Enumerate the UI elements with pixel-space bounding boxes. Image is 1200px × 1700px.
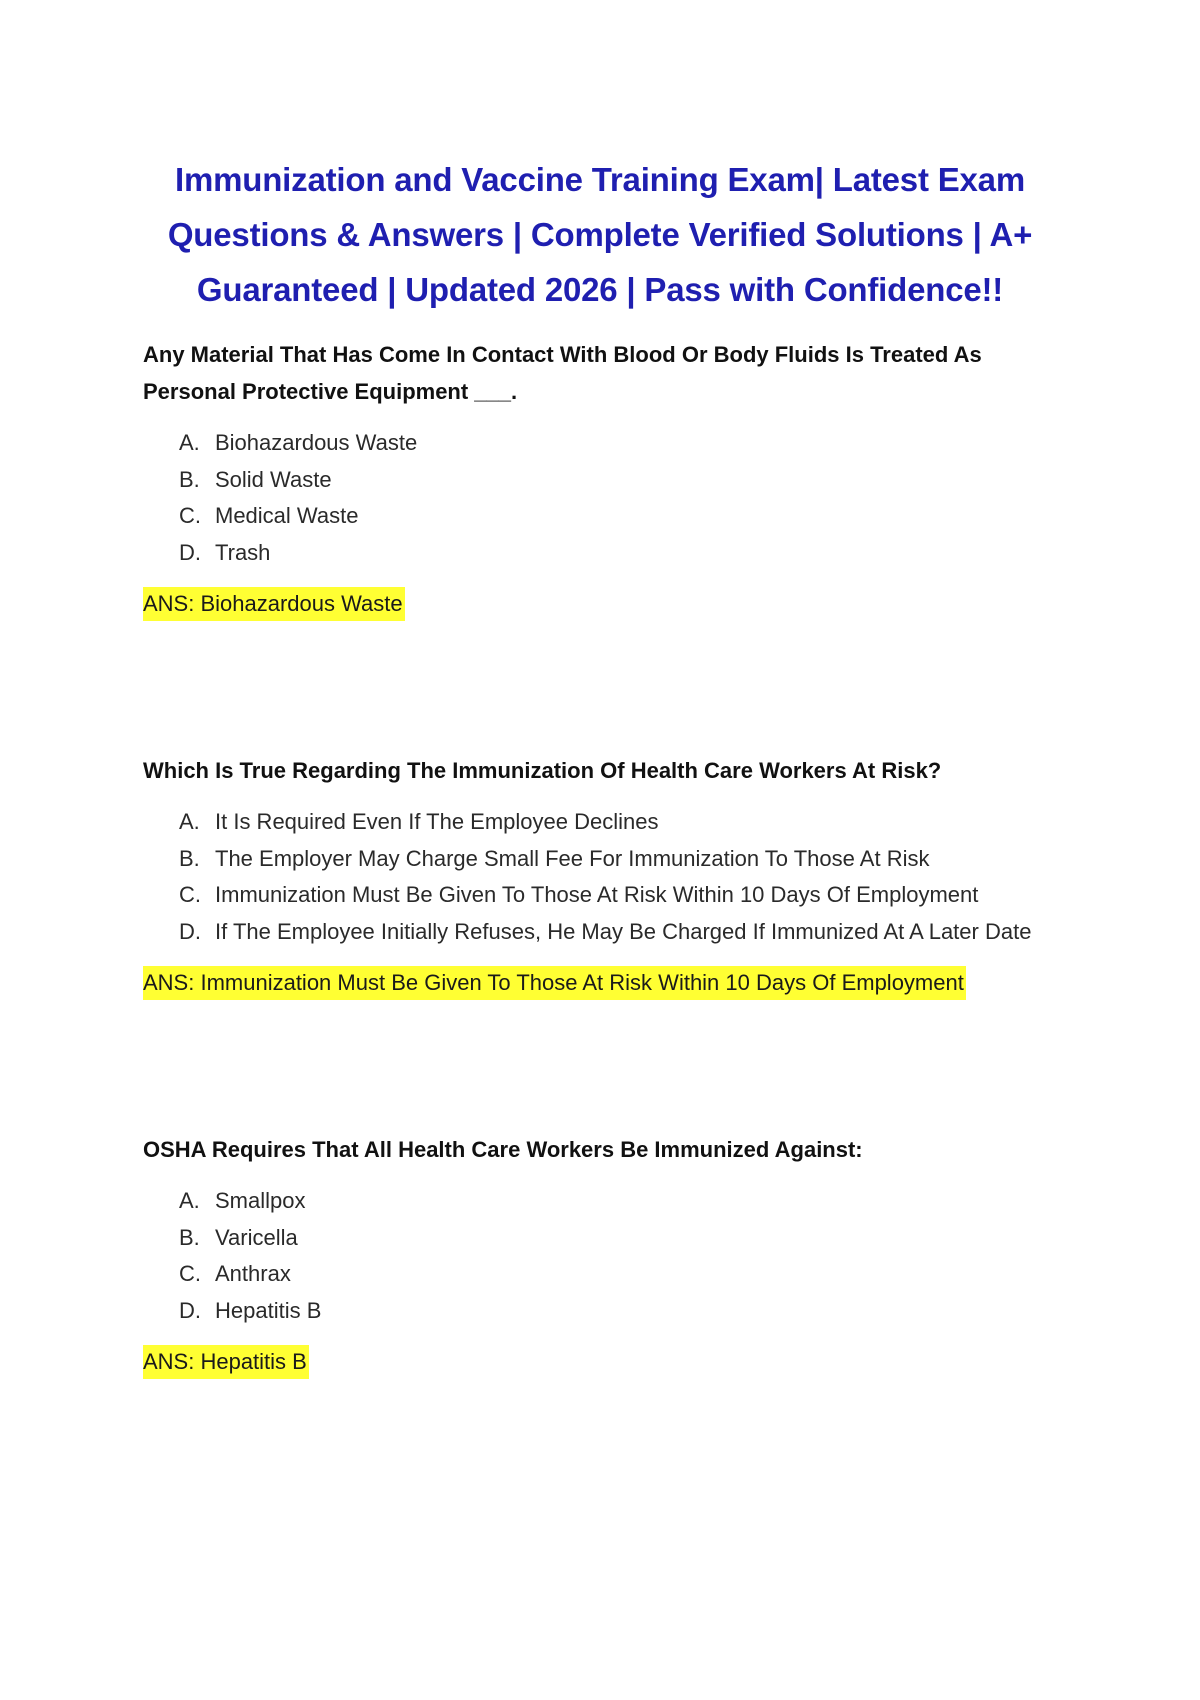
option-text: Hepatitis B <box>215 1298 322 1324</box>
option-letter: B. <box>179 466 200 492</box>
question-text: Which Is True Regarding The Immunization Of Health Care Workers At Risk? <box>143 758 942 783</box>
option-a <box>179 425 1063 462</box>
option-list <box>143 1183 1063 1330</box>
option-text: Solid Waste <box>215 466 332 492</box>
option-letter: C. <box>179 1261 201 1287</box>
option-text: It Is Required Even If The Employee Declines <box>215 809 659 834</box>
option-c <box>179 1256 1063 1293</box>
document-title: Immunization and Vaccine Training Exam| Latest Exam Questions & Answers | Complete Verified Solutions | A+ Guaranteed | Updated 2026 | Pass with Confidence!! <box>167 161 1033 308</box>
question-1 <box>143 336 1063 621</box>
answer-highlight: ANS: Hepatitis B <box>143 1345 309 1379</box>
option-d <box>179 1293 1063 1330</box>
question-3 <box>143 1131 1063 1379</box>
option-letter: D. <box>179 540 201 566</box>
option-a <box>179 1183 1063 1220</box>
option-letter: D. <box>179 919 201 945</box>
option-c <box>179 877 1063 914</box>
option-letter: C. <box>179 882 201 908</box>
option-letter: A. <box>179 1188 200 1213</box>
option-letter: D. <box>179 1298 201 1324</box>
option-text: Immunization Must Be Given To Those At Risk Within 10 Days Of Employment <box>215 882 979 908</box>
option-text: Biohazardous Waste <box>215 430 418 455</box>
question-text: Any Material That Has Come In Contact With Blood Or Body Fluids Is Treated As Personal Protective Equipment ___. <box>143 342 982 404</box>
option-text: Smallpox <box>215 1188 306 1213</box>
option-text: Trash <box>215 540 271 566</box>
option-text: Varicella <box>215 1224 298 1250</box>
option-list <box>143 425 1063 572</box>
option-text: If The Employee Initially Refuses, He May Be Charged If Immunized At A Later Date <box>215 919 1032 945</box>
question-2 <box>143 752 1063 1000</box>
option-d <box>179 914 1063 951</box>
option-letter: A. <box>179 809 200 834</box>
option-text: Medical Waste <box>215 503 359 529</box>
option-text: The Employer May Charge Small Fee For Immunization To Those At Risk <box>215 845 930 871</box>
option-b <box>179 462 1063 499</box>
option-c <box>179 498 1063 535</box>
option-letter: B. <box>179 845 200 871</box>
option-b <box>179 841 1063 878</box>
answer-highlight: ANS: Biohazardous Waste <box>143 587 405 621</box>
answer-highlight: ANS: Immunization Must Be Given To Those At Risk Within 10 Days Of Employment <box>143 966 966 1000</box>
option-b <box>179 1220 1063 1257</box>
option-d <box>179 535 1063 572</box>
option-letter: C. <box>179 503 201 529</box>
option-letter: B. <box>179 1224 200 1250</box>
option-text: Anthrax <box>215 1261 291 1287</box>
option-letter: A. <box>179 430 200 455</box>
question-text: OSHA Requires That All Health Care Workers Be Immunized Against: <box>143 1137 863 1162</box>
option-list <box>143 804 1063 951</box>
option-a <box>179 804 1063 841</box>
